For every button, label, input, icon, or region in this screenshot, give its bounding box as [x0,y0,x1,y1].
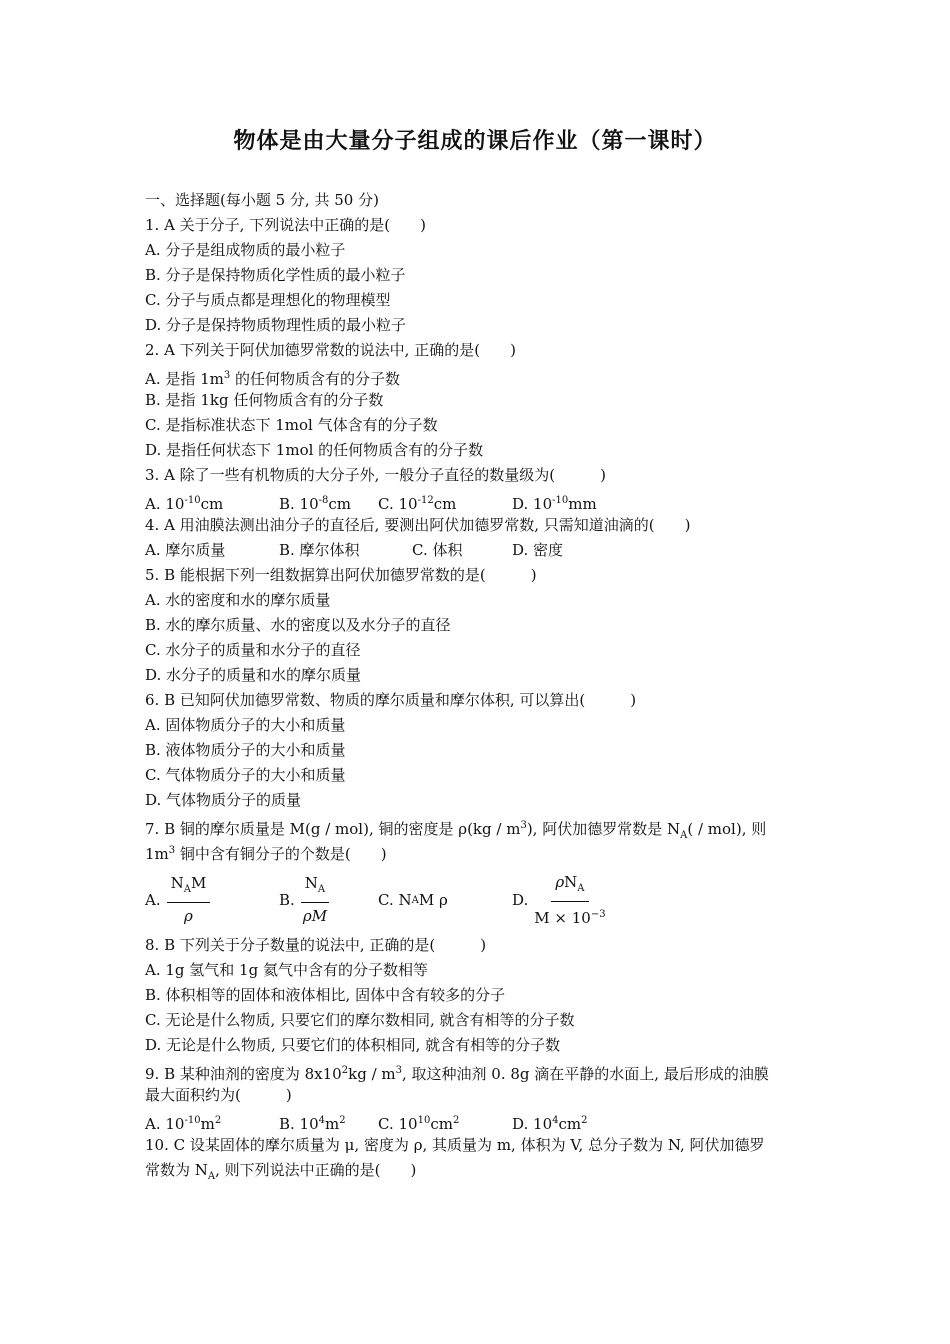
question-4-options [145,538,810,563]
question-7-stem: 7. B 铜的摩尔质量是 M(g / mol), 铜的密度是 $\rho(kg / m^3)$, 阿伏加德罗常数是 $N_A( / mol)$, 则 [145,820,767,841]
question-6-stem: 6. B 已知阿伏加德罗常数、物质的摩尔质量和摩尔体积, 可以算出( ) [145,691,637,709]
question-7-option-c: C. N A M ρ [378,891,448,909]
question-6-option-b: B. 液体物质分子的大小和质量 [145,741,346,759]
question-5-option-d: D. 水分子的质量和水的摩尔质量 [145,666,362,684]
fraction: $\frac{\rho N_A}{M \times 10^{-3}}$ [534,872,606,927]
question-7-option-b: B. $\frac{N_A}{\rho M}$ [279,873,378,927]
question-7-stem-line-2: $1m^3$ 铜中含有铜分子的个数是( ) [145,845,387,863]
question-2-option-d: D. 是指任何状态下 1mol 的任何物质含有的分子数 [145,441,484,459]
question-5-stem: 5. B 能根据下列一组数据算出阿伏加德罗常数的是( ) [145,566,537,584]
question-9-stem: 9. B 某种油剂的密度为 $8x10^2kg / m^3$, 取这种油剂 0. 8g 滴在平静的水面上, 最后形成的油膜 [145,1065,769,1083]
section-heading: 一、选择题(每小题 5 分, 共 50 分) [145,191,379,209]
question-8-option-a: A. 1g 氢气和 1g 氦气中含有的分子数相等 [145,961,428,979]
question-6-option-c: C. 气体物质分子的大小和质量 [145,766,346,784]
question-6-option-d: D. 气体物质分子的质量 [145,791,302,809]
question-9-option-a: A. $10^{-10}m^2$ [145,1115,222,1133]
question-9-option-c: C. $10^{10}cm^2$ [378,1115,460,1133]
question-9-stem-line-2: 最大面积约为( ) [145,1086,292,1104]
question-6-option-a: A. 固体物质分子的大小和质量 [145,716,346,734]
question-3-option-d: D. $10^{-10}mm$ [512,495,597,513]
question-9-option-b: B. $10^4m^2$ [279,1115,346,1133]
question-4-option-c: C. 体积 [412,541,463,559]
question-4-stem: 4. A 用油膜法测出油分子的直径后, 要测出阿伏加德罗常数, 只需知道油滴的( ) [145,516,691,534]
question-7-option-a: A. $\frac{N_AM}{\rho}$ [145,873,279,927]
question-8-option-c: C. 无论是什么物质, 只要它们的摩尔数相同, 就含有相等的分子数 [145,1011,575,1029]
question-7-option-d: D. $\frac{\rho N_A}{M \times 10^{-3}}$ [512,872,606,927]
question-2-stem: 2. A 下列关于阿伏加德罗常数的说法中, 正确的是( ) [145,341,516,359]
question-8-option-b: B. 体积相等的固体和液体相比, 固体中含有较多的分子 [145,986,506,1004]
question-4-option-b: B. 摩尔体积 [279,541,360,559]
question-2-option-c: C. 是指标准状态下 1mol 气体含有的分子数 [145,416,438,434]
question-3-stem: 3. A 除了一些有机物质的大分子外, 一般分子直径的数量级为( ) [145,466,606,484]
question-10-stem-line-2: 常数为 $N_A$, 则下列说法中正确的是( ) [145,1161,417,1182]
question-4-option-a: A. 摩尔质量 [145,541,226,559]
question-1-option-b: B. 分子是保持物质化学性质的最小粒子 [145,266,406,284]
question-8-stem: 8. B 下列关于分子数量的说法中, 正确的是( ) [145,936,487,954]
question-8-option-d: D. 无论是什么物质, 只要它们的体积相同, 就含有相等的分子数 [145,1036,561,1054]
fraction: $\frac{N_A}{\rho M}$ [301,873,329,927]
question-list [145,188,810,1183]
fraction: $\frac{N_AM}{\rho}$ [167,873,211,927]
question-5-option-a: A. 水的密度和水的摩尔质量 [145,591,331,609]
question-1-option-d: D. 分子是保持物质物理性质的最小粒子 [145,316,407,334]
question-2-option-b: B. 是指 1kg 任何物质含有的分子数 [145,391,384,409]
question-9-options [145,1108,810,1133]
question-3-option-c: C. $10^{-12}cm$ [378,495,457,513]
question-1-option-a: A. 分子是组成物质的最小粒子 [145,241,346,259]
question-5-option-c: C. 水分子的质量和水分子的直径 [145,641,361,659]
question-5-option-b: B. 水的摩尔质量、水的密度以及水分子的直径 [145,616,451,634]
question-3-option-a: A. $10^{-10}cm$ [145,495,224,513]
question-1-option-c: C. 分子与质点都是理想化的物理模型 [145,291,391,309]
question-7-options [145,873,810,927]
question-2-option-a: A. 是指 $1m^3$ 的任何物质含有的分子数 [145,370,401,388]
question-10-stem: 10. C 设某固体的摩尔质量为 μ, 密度为 ρ, 其质量为 m, 体积为 V, 总分子数为 N, 阿伏加德罗 [145,1136,765,1154]
question-9-option-d: D. $10^4cm^2$ [512,1115,588,1133]
question-4-option-d: D. 密度 [512,541,564,559]
question-3-options [145,488,810,513]
page-title: 物体是由大量分子组成的课后作业（第一课时） [233,129,717,154]
question-1-stem: 1. A 关于分子, 下列说法中正确的是( ) [145,216,426,234]
question-3-option-b: B. $10^{-8}cm$ [279,495,352,513]
